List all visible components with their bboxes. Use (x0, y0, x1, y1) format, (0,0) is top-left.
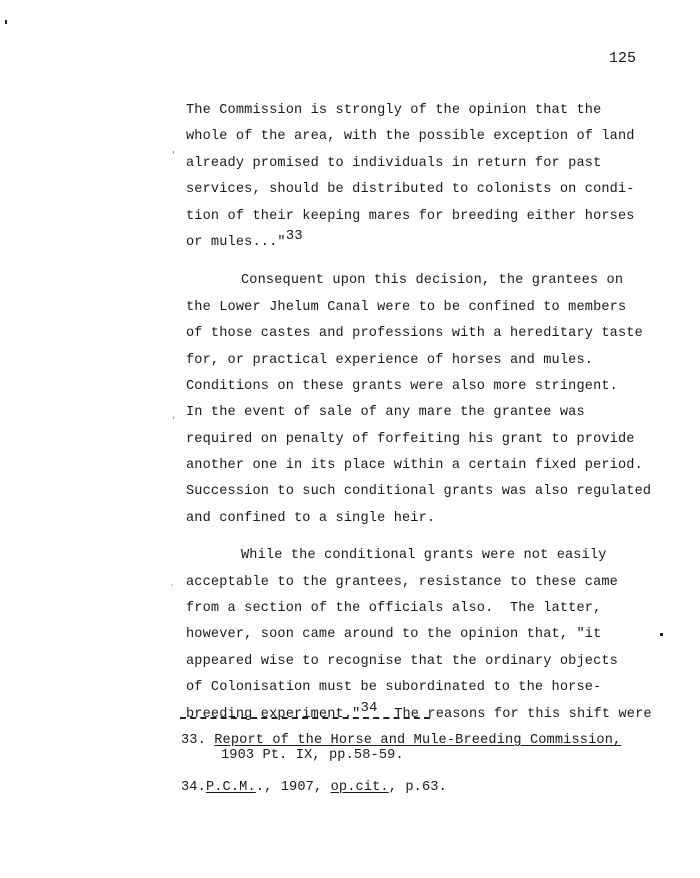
text-line: required on penalty of forfeiting his grant to provide (186, 431, 635, 447)
margin-mark: , (172, 410, 176, 421)
text-line: however, soon came around to the opinion that, "it (186, 627, 602, 643)
text-line: appeared wise to recognise that the ordinary objects (186, 653, 618, 669)
text-line: The Commission is strongly of the opinion that the (186, 103, 602, 118)
text-line: tion of their keeping mares for breeding either horses (186, 208, 635, 224)
quote-paragraph (186, 98, 656, 256)
text-line: and confined to a single heir. (186, 510, 436, 526)
text-line: services, should be distributed to colonists on condi- (186, 182, 635, 198)
footnote-33-continuation: 1903 Pt. IX, pp.58-59. (221, 748, 404, 763)
text-line: from a section of the officials also. The latter, (186, 601, 602, 617)
page-number: 125 (609, 50, 637, 67)
text-line: another one in its place within a certain fixed period. (186, 458, 643, 474)
text-line (186, 699, 656, 728)
footnote-source: P.C.M. (205, 780, 256, 795)
scan-mark (660, 633, 663, 636)
footnote-text: ., 1907, (255, 780, 331, 795)
footnote-ref-34: 34 (360, 699, 378, 716)
footnotes (181, 733, 651, 796)
text-line: the Lower Jhelum Canal were to be confined to members (186, 299, 627, 315)
text-line: whole of the area, with the possible exception of land (186, 129, 635, 145)
text-line: acceptable to the grantees, resistance to these came (186, 574, 618, 590)
footnote-33 (181, 733, 651, 749)
footnote-ref-33: 33 (285, 227, 303, 244)
text-line (186, 227, 656, 256)
text-fragment: breeding experiment." (186, 706, 361, 722)
footnote-34 (181, 780, 651, 796)
text-line: already promised to individuals in return for past (186, 155, 602, 171)
text-line: Consequent upon this decision, the grantees on (241, 273, 624, 289)
text-fragment: The reasons for this shift were (377, 706, 652, 722)
text-line: Succession to such conditional grants was also regulated (186, 484, 652, 500)
paragraph-conditions (186, 268, 656, 532)
footnote-ref: op.cit. (330, 780, 389, 795)
footnote-number: 34. (181, 780, 206, 795)
margin-mark: ` (170, 584, 175, 595)
text-fragment: or mules..." (186, 234, 286, 250)
paragraph-resistance (186, 543, 656, 728)
footnote-divider (180, 717, 430, 719)
scan-mark (5, 20, 7, 24)
footnote-number: 33. (181, 733, 206, 748)
text-line: of those castes and professions with a hereditary taste (186, 326, 643, 342)
text-line: While the conditional grants were not easily (241, 548, 607, 564)
text-line: of Colonisation must be subordinated to the horse- (186, 680, 602, 696)
footnote-title: Report of the Horse and Mule-Breeding Commission, (214, 733, 622, 748)
text-line: Conditions on these grants were also more stringent. (186, 378, 618, 394)
text-line: In the event of sale of any mare the grantee was (186, 405, 585, 421)
text-line: for, or practical experience of horses and mules. (186, 352, 594, 368)
margin-mark: ' (172, 150, 175, 161)
footnote-text: , p.63. (388, 780, 447, 795)
body-text (186, 98, 656, 728)
